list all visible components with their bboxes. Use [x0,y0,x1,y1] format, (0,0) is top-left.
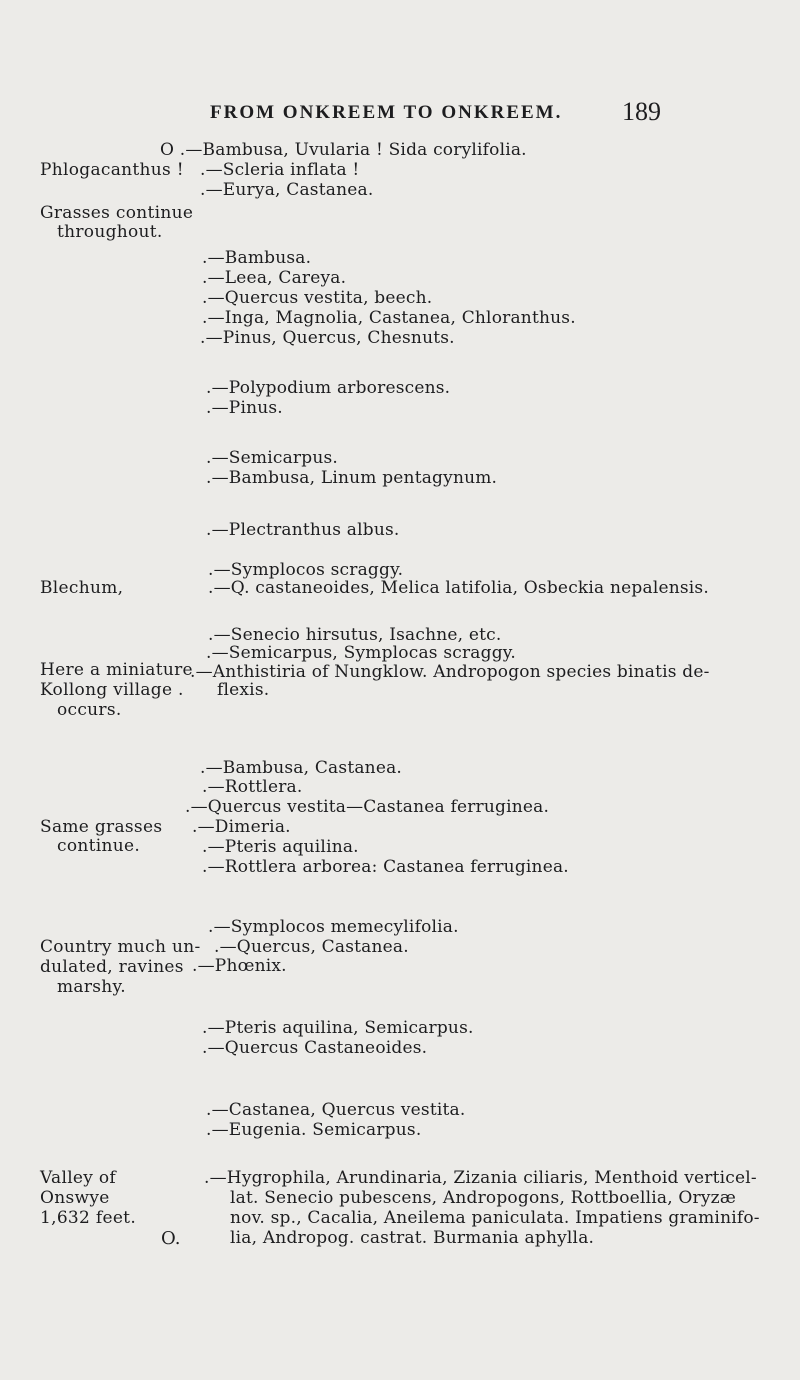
entry-line: .—Senecio hirsutus, Isachne, etc. [208,625,502,645]
entry-line: .—Q. castaneoides, Melica latifolia, Osbeckia nepalensis. [208,578,709,598]
entry-line: .—Rottlera. [202,777,303,797]
entry-line: .—Plectranthus albus. [206,520,400,540]
entry-line: .—Rottlera arborea: Castanea ferruginea. [202,857,569,877]
entry-line: .—Quercus vestita—Castanea ferruginea. [185,797,550,817]
margin-note-country-line3: marshy. [57,977,126,997]
entry-line: .—Hygrophila, Arundinaria, Zizania ciliaris, Menthoid verticel- [204,1168,757,1188]
entry-line: .—Scleria inflata ! [200,160,360,180]
margin-note-blechum: Blechum, [40,578,124,598]
entry-line: .—Semicarpus. [206,448,339,468]
margin-note-miniature-line2: Kollong village . [40,680,184,700]
running-title: FROM ONKREEM TO ONKREEM. [210,102,563,123]
margin-note-country-line1: Country much un- [40,937,201,957]
entry-line: .—Dimeria. [192,817,291,837]
page-number: 189 [622,97,661,126]
margin-note-valley-line1: Valley of [40,1168,117,1188]
entry-line: .—Eurya, Castanea. [200,180,374,200]
entry-line: .—Anthistiria of Nungklow. Andropogon species binatis de- [190,662,710,682]
margin-note-same-grasses-line2: continue. [57,836,141,856]
entry-line: .—Inga, Magnolia, Castanea, Chloranthus. [202,308,576,328]
entry-line: O .—Bambusa, Uvularia ! Sida corylifolia. [160,140,527,160]
circle-mark: O. [161,1228,181,1249]
entry-line: .—Quercus vestita, beech. [202,288,433,308]
margin-note-miniature-line1: Here a miniature [40,660,193,680]
entry-line: flexis. [217,680,270,700]
entry-line: .—Leea, Careya. [202,268,347,288]
entry-line: .—Pinus. [206,398,283,418]
entry-line: .—Pteris aquilina. [202,837,359,857]
margin-note-miniature-line3: occurs. [57,700,122,720]
entry-line: .—Bambusa. [202,248,312,268]
margin-note-valley-line2: Onswye [40,1188,110,1208]
margin-note-same-grasses-line1: Same grasses [40,817,163,837]
entry-line: .—Bambusa, Castanea. [200,758,403,778]
entry-line: lat. Senecio pubescens, Andropogons, Rottboellia, Oryzæ [230,1188,737,1208]
margin-note-grasses-line2: throughout. [57,222,163,242]
entry-line: .—Eugenia. Semicarpus. [206,1120,422,1140]
entry-line: .—Phœnix. [192,956,287,976]
entry-line: lia, Andropog. castrat. Burmania aphylla. [230,1228,595,1248]
entry-line: .—Pinus, Quercus, Chesnuts. [200,328,455,348]
entry-line: .—Pteris aquilina, Semicarpus. [202,1018,474,1038]
margin-note-valley-line3: 1,632 feet. [40,1208,137,1228]
entry-line: .—Castanea, Quercus vestita. [206,1100,466,1120]
entry-line: .—Quercus Castaneoides. [202,1038,428,1058]
entry-line: .—Symplocos scraggy. [208,560,404,580]
entry-line: .—Symplocos memecylifolia. [208,917,459,937]
entry-line: nov. sp., Cacalia, Aneilema paniculata. Impatiens graminifo- [230,1208,760,1228]
entry-line: .—Polypodium arborescens. [206,378,451,398]
entry-line: .—Quercus, Castanea. [214,937,409,957]
margin-note-phlogacanthus: Phlogacanthus ! [40,160,184,180]
margin-note-country-line2: dulated, ravines [40,957,184,977]
entry-line: .—Bambusa, Linum pentagynum. [206,468,498,488]
margin-note-grasses-line1: Grasses continue [40,203,194,223]
entry-line: .—Semicarpus, Symplocas scraggy. [206,643,516,663]
